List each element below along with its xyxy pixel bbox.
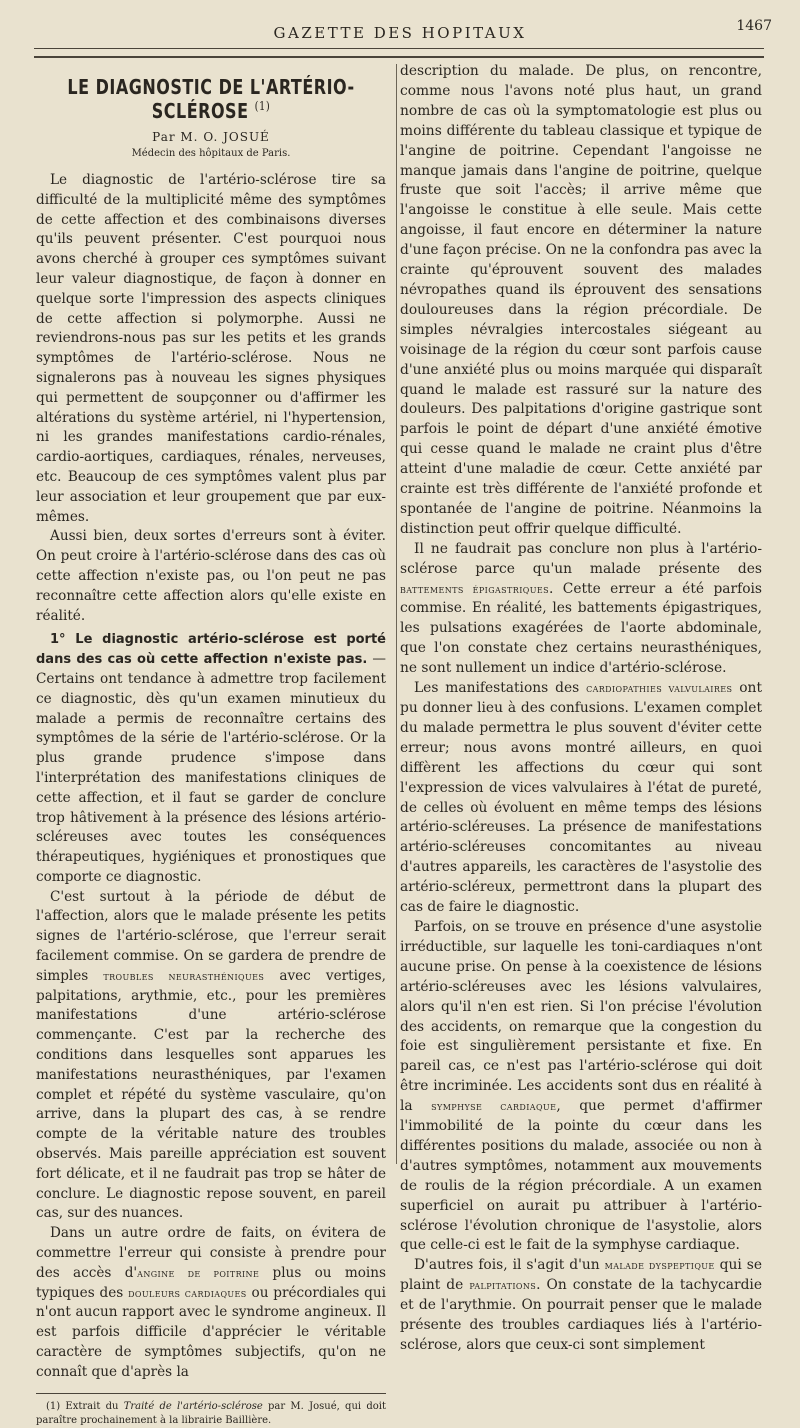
paragraph-text: avec vertiges, palpitations, arythmie, etc., pour les premières manifestations d'une artério-sclérose commençante. C'est par la recherche des conditions dans lesquelles sont apparues les manifestations neurasthéniques, par l'examen complet et répété du système vasculaire, qu'on arrive, dans la plupart des cas, à se rendre compte de la véritable nature des troubles observés. Mais pareille appréciation est souvent fort délicate, et il ne faudrait pas trop se hâter de conclure. Le diagnostic repose souvent, en pareil cas, sur des nuances. bbox=[36, 967, 386, 1222]
header-rule-thick bbox=[34, 56, 764, 58]
paragraph-text: Il ne faudrait pas conclure non plus à l'artério-sclérose parce qu'un malade présente des bbox=[400, 540, 762, 577]
paragraph-text: . Cette erreur a été parfois commise. En réalité, les battements épigastriques, les pulsations exagérées de l'aorte abdominale, que l'on constate chez certains neurasthéniques, ne sont nullement un indice d'artério-sclérose. bbox=[400, 580, 763, 677]
paragraph-text: — Certains ont tendance à admettre trop facilement ce diagnostic, dès qu'un examen minutieux du malade a permis de reconnaître certains des symptômes de la série de l'artério-sclérose. Or la plus grande prudence s'impose dans l'interprétation des manifestations cliniques de cette affection, et il faut se garder de conclure trop hâtivement à la présence des lésions artério-scléreuses avec toutes les conséquences thérapeutiques, hygiéniques et pronostiques que comporte ce diagnostic. bbox=[36, 651, 386, 885]
left-column bbox=[36, 62, 386, 1428]
small-caps-term: malade dyspeptique bbox=[604, 1259, 715, 1273]
paragraph: description du malade. De plus, on rencontre, comme nous l'avons noté plus haut, un grand nombre de cas où la symptomatologie est plus ou moins différente du tableau classique et typique de l'angine de poitrine. Cependant l'angoisse ne manque jamais dans l'angine de poitrine, quelque fruste que soit l'accès; il arrive même que l'angoisse le constitue à elle seule. Mais cette angoisse, il faut encore en déterminer la nature d'une façon précise. On ne la confondra pas avec la crainte qu'éprouvent souvent des malades névropathes quand ils éprouvent des sensations douloureuses dans la région précordiale. De simples névralgies intercostales siégeant au voisinage de la région du cœur sont parfois cause d'une anxiété plus ou moins marquée qui disparaît quand le malade est rassuré sur la nature des douleurs. Des palpitations d'origine gastrique sont parfois le point de départ d'une anxiété émotive qui cesse quand le malade ne craint plus d'être atteint d'une maladie de cœur. Cette anxiété par crainte est très différente de l'anxiété profonde et spontanée de l'angine de poitrine. Néanmoins la distinction peut offrir quelque difficulté. bbox=[400, 63, 762, 537]
article-title-text: LE DIAGNOSTIC DE L'ARTÉRIO-SCLÉROSE bbox=[67, 75, 355, 123]
title-footnote-marker: (1) bbox=[254, 99, 271, 114]
small-caps-term: symphyse cardiaque bbox=[431, 1100, 557, 1114]
paragraph bbox=[36, 888, 386, 1225]
paragraph-text: , que permet d'affirmer l'immobilité de la pointe du cœur dans les différentes positions du malade, associée ou non à d'autres symptômes, notamment aux mouvements de roulis de la région précordiale. A un examen superficiel on aurait pu attribuer à l'artério-sclérose l'évolution chronique de l'asystolie, alors que celle-ci est le fait de la symphyse cardiaque. bbox=[400, 1098, 762, 1254]
footnote-text: (1) Extrait du bbox=[46, 1400, 124, 1412]
paragraph-text: qui se plaint de bbox=[400, 1257, 762, 1294]
paragraph-text: Parfois, on se trouve en présence d'une asystolie irréductible, sur laquelle les toni-cardiaques n'ont aucune prise. On pense à la coexistence de lésions artério-scléreuses avec les lésions valvulaires, alors qu'il n'en est rien. Si l'on précise l'évolution des accidents, on remarque que la congestion du foie est singulièrement persistante et fixe. En pareil cas, ce n'est pas l'artério-sclérose qui doit être incriminée. Les accidents sont dus en réalité à la bbox=[400, 918, 762, 1115]
paragraph-text: ont pu donner lieu à des confusions. L'examen complet du malade permettra le plus souvent d'éviter cette erreur; nous avons montré ailleurs, en quoi diffèrent les affections du cœur qui sont l'expression de vices valvulaires à l'état de pureté, de celles où évoluent en même temps des lésions artério-scléreuses. La présence de manifestations artério-scléreuses concomitantes au niveau d'autres appareils, les caractères de l'asystolie des artério-scléreux, permettront dans la plupart des cas de faire le diagnostic. bbox=[400, 680, 762, 916]
footnote bbox=[36, 1400, 386, 1428]
small-caps-term: troubles neurasthéniques bbox=[103, 969, 265, 983]
paragraph-text: D'autres fois, il s'agit d'un bbox=[414, 1257, 605, 1274]
small-caps-term: cardiopathies valvulaires bbox=[586, 682, 733, 696]
paragraph bbox=[400, 679, 762, 918]
paragraph bbox=[400, 1256, 762, 1356]
paragraph bbox=[400, 918, 762, 1256]
footnote-book-title: Traité de l'artério-sclérose bbox=[123, 1400, 263, 1412]
paragraph-text: Les manifestations des bbox=[414, 680, 587, 697]
paragraph-text: . On constate de la tachycardie et de l'arythmie. On pourrait penser que le malade présente des troubles cardiaques liés à l'artério-sclérose, alors que ceux-ci sont simplement bbox=[400, 1277, 762, 1353]
paragraph: Le diagnostic de l'artério-sclérose tire sa difficulté de la multiplicité même des symptômes de cette affection et des combinaisons diverses qu'ils peuvent présenter. C'est pourquoi nous avons cherché à grouper ces symptômes suivant leur valeur diagnostique, de façon à donner en quelque sorte l'impression des aspects cliniques de cette affection si polymorphe. Aussi ne reviendrons-nous pas sur les petits et les grands symptômes de l'artério-sclérose. Nous ne signalerons pas à nouveau les signes physiques qui permettent de soupçonner ou d'affirmer les altérations du système artériel, ni l'hypertension, ni les grandes manifestations cardio-rénales, cardio-aortiques, cardiaques, rénales, nerveuses, etc. Beaucoup de ces symptômes valent plus par leur association et leur groupement que par eux-mêmes. bbox=[36, 172, 386, 525]
footnote-rule bbox=[36, 1393, 386, 1394]
paragraph bbox=[36, 1224, 386, 1382]
paragraph: Aussi bien, deux sortes d'erreurs sont à éviter. On peut croire à l'artério-sclérose dans des cas où cette affection n'existe pas, ou l'on peut ne pas reconnaître cette affection alors qu'elle existe en réalité. bbox=[36, 528, 386, 624]
paragraph-text: ou précordiales qui n'ont aucun rapport avec le syndrome angineux. Il est parfois difficile d'apprécier le véritable caractère de symptômes subjectifs, qu'on ne connaît que d'après la bbox=[36, 1284, 386, 1380]
article-title bbox=[36, 75, 386, 123]
paragraph-text: C'est surtout à la période de début de l'affection, alors que le malade présente les petits signes de l'artério-sclérose, que l'erreur serait facilement commise. On se gardera de prendre de simples bbox=[36, 888, 386, 984]
paragraph-text: plus ou moins typiques des bbox=[36, 1264, 387, 1301]
paragraph-text: Dans un autre ordre de faits, on évitera de commettre l'erreur qui consiste à prendre pour des accès d' bbox=[36, 1225, 386, 1281]
header-rule bbox=[34, 48, 764, 49]
small-caps-term: douleurs cardiaques bbox=[128, 1286, 247, 1300]
small-caps-term: battements épigastriques bbox=[400, 582, 550, 596]
paragraph bbox=[36, 630, 386, 887]
page-number: 1467 bbox=[736, 18, 772, 34]
footnote-text: par M. Josué, qui doit paraître prochainement à la librairie Baillière. bbox=[36, 1400, 386, 1426]
section-heading: 1° Le diagnostic artério-sclérose est porté dans des cas où cette affection n'existe pas. bbox=[36, 632, 386, 668]
right-column bbox=[400, 62, 762, 1356]
author-affiliation: Médecin des hôpitaux de Paris. bbox=[131, 148, 291, 159]
paragraph bbox=[400, 540, 762, 679]
running-header: GAZETTE DES HOPITAUX bbox=[273, 24, 527, 42]
column-divider bbox=[396, 64, 397, 1164]
small-caps-term: angine de poitrine bbox=[137, 1266, 260, 1280]
author-line: Par M. O. JOSUÉ bbox=[152, 130, 270, 144]
small-caps-term: palpitations bbox=[469, 1279, 537, 1293]
